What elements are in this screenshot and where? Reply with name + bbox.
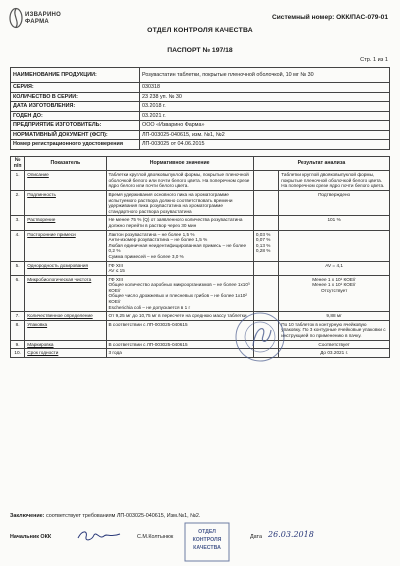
quality-control-stamp xyxy=(182,517,232,567)
indicator-label: Описание xyxy=(27,172,49,178)
norm-line: Сумма примесей – не более 3,0 % xyxy=(108,253,184,259)
row-indicator xyxy=(25,340,106,349)
mid-value: 0,03 % xyxy=(255,231,271,237)
signer-position: Начальник ОКК xyxy=(10,534,52,540)
analysis-row xyxy=(11,216,390,230)
row-indicator xyxy=(25,216,106,230)
info-row xyxy=(11,140,390,150)
analysis-row xyxy=(11,190,390,215)
info-row xyxy=(11,130,390,140)
indicator-label: Маркировка xyxy=(27,341,54,347)
norm-line: Лактон розувастатина – не более 1,5 % xyxy=(108,231,195,237)
signer-name: С.М.Колтынюк xyxy=(137,534,174,540)
row-mid xyxy=(253,275,278,312)
norm-line: Общее количество аэробных микроорганизмов – не более 1х10³ КОЕ/г xyxy=(108,282,250,293)
row-result xyxy=(279,171,390,191)
signature-mark xyxy=(76,528,122,544)
info-label: НОРМАТИВНЫЙ ДОКУМЕНТ (ФСП): xyxy=(11,130,140,140)
stamp-line-2: КОНТРОЛЯ xyxy=(192,537,222,543)
info-row xyxy=(11,83,390,93)
row-norm xyxy=(106,230,253,261)
mid-value: 0,13 % xyxy=(255,242,271,248)
passport-title: ПАСПОРТ № 197/18 xyxy=(167,47,233,54)
analysis-body xyxy=(11,171,390,358)
result-value: Таблетки круглой двояковыпуклой формы, покрытые пленочной оболочкой белого цвета. xyxy=(281,172,383,183)
row-result xyxy=(279,275,390,312)
norm-line: 3 года xyxy=(108,350,122,356)
row-number: 2. xyxy=(11,190,25,215)
row-number: 6. xyxy=(11,275,25,312)
page-info: Стр. 1 из 1 xyxy=(360,57,388,63)
row-result xyxy=(279,230,390,261)
result-value: Менее 1 х 10¹ КОЕ/г xyxy=(312,276,356,282)
row-mid xyxy=(253,216,278,230)
norm-line: Не менее 75 % (Q) от заявленного количества розувастатина должно перейти в раствор через 30 мин xyxy=(108,217,243,228)
row-norm xyxy=(106,312,253,321)
result-value: По 10 таблеток в контурную ячейковую упаковку. По 3 контурные ячейковые упаковки с инструкцией по применению в пачку. xyxy=(281,321,386,339)
info-value: Розувастатин таблетки, покрытые пленочной оболочкой, 10 мг № 30 xyxy=(140,68,390,83)
analysis-row xyxy=(11,320,390,340)
info-row xyxy=(11,68,390,83)
row-indicator xyxy=(25,230,106,261)
row-number: 8. xyxy=(11,320,25,340)
info-label: Номер регистрационного удостоверения xyxy=(11,140,140,150)
norm-line: AV ≤ 15 xyxy=(108,268,125,274)
result-value: 9,88 мг xyxy=(326,313,342,319)
system-number: Системный номер: ОКК/ПАС-079-01 xyxy=(271,14,388,21)
row-norm xyxy=(106,349,253,358)
analysis-header-row xyxy=(11,157,390,171)
row-mid xyxy=(253,230,278,261)
conclusion-label: Заключение: xyxy=(10,513,45,519)
row-result xyxy=(279,261,390,275)
row-indicator xyxy=(25,261,106,275)
indicator-label: Посторонние примеси xyxy=(27,231,76,237)
norm-line: Любая единичная неидентифицированная примесь – не более 0,2 % xyxy=(108,242,247,254)
logo-line-2: ФАРМА xyxy=(25,19,50,25)
result-value: Соответствует xyxy=(318,341,350,347)
row-number: 7. xyxy=(11,312,25,321)
indicator-label: Количественное определение xyxy=(27,313,93,319)
conclusion xyxy=(10,513,200,519)
norm-line: ГФ XIII xyxy=(108,262,123,268)
row-result xyxy=(279,349,390,358)
analysis-row xyxy=(11,275,390,312)
info-label: СЕРИЯ: xyxy=(11,83,140,93)
mid-value: 0,28 % xyxy=(255,248,271,254)
department-title: ОТДЕЛ КОНТРОЛЯ КАЧЕСТВА xyxy=(147,27,253,34)
stamp-line-3: КАЧЕСТВА xyxy=(193,545,221,551)
row-mid xyxy=(253,171,278,191)
indicator-label: Однородность дозирования xyxy=(27,262,89,268)
row-norm xyxy=(106,261,253,275)
header-result: Результат анализа xyxy=(253,157,389,171)
indicator-label: Срок годности xyxy=(27,350,59,356)
header-norm: Нормативное значение xyxy=(106,157,253,171)
row-norm xyxy=(106,275,253,312)
logo-text xyxy=(25,12,61,26)
info-row xyxy=(11,102,390,112)
info-value: ЛП-003025-040615, изм. №1, №2 xyxy=(140,130,390,140)
norm-line: Таблетки круглой двояковыпуклой формы, покрытые пленочной оболочкой белого или почти белого цвета. На поперечном срезе ядро белого или почти белого цвета. xyxy=(108,172,250,189)
norm-line: ГФ XIII xyxy=(108,276,123,282)
info-value: 030318 xyxy=(140,83,390,93)
info-label: НАИМЕНОВАНИЕ ПРОДУКЦИИ: xyxy=(11,68,140,83)
info-value: ЛП-003025 от 04.06.2015 xyxy=(140,140,390,150)
analysis-row xyxy=(11,349,390,358)
info-row xyxy=(11,111,390,121)
conclusion-text: соответствует требованиям ЛП-003025-040615, Изм.№1, №2. xyxy=(45,513,201,519)
norm-line: В соответствии с ЛП-003025-040615 xyxy=(108,341,188,347)
stamp-line-1: ОТДЕЛ xyxy=(198,529,216,535)
info-row xyxy=(11,92,390,102)
row-norm xyxy=(106,340,253,349)
row-indicator xyxy=(25,275,106,312)
result-value: Подтверждено xyxy=(318,191,351,197)
signed-date: 26.03.2018 xyxy=(268,530,314,539)
info-label: ГОДЕН ДО: xyxy=(11,111,140,121)
result-value: До 03.2021 г. xyxy=(320,350,349,356)
date-label: Дата xyxy=(250,534,262,540)
norm-line: Анти-изомер розувастатина – не более 1,5 % xyxy=(108,237,208,243)
mid-value: 0,07 % xyxy=(255,237,271,243)
row-result xyxy=(279,320,390,340)
handwritten-stamp-mark xyxy=(233,310,287,364)
row-indicator xyxy=(25,171,106,191)
result-value: 101 % xyxy=(327,217,341,223)
norm-line: Время удерживания основного пика на хроматограмме испытуемого раствора должно соответствовать времени удерживания пика розувастатина на хроматограмме стандартного раствора розувастатина xyxy=(108,191,233,214)
indicator-label: Упаковка xyxy=(27,321,48,327)
header-num: № п/п xyxy=(11,157,25,171)
info-label: ПРЕДПРИЯТИЕ ИЗГОТОВИТЕЛЬ: xyxy=(11,121,140,131)
row-number: 4. xyxy=(11,230,25,261)
analysis-row xyxy=(11,171,390,191)
info-value: 03.2018 г. xyxy=(140,102,390,112)
product-info-table xyxy=(10,67,390,150)
analysis-table xyxy=(10,156,390,358)
indicator-label: Подлинность xyxy=(27,191,56,197)
row-indicator xyxy=(25,312,106,321)
analysis-row xyxy=(11,230,390,261)
row-result xyxy=(279,190,390,215)
indicator-label: Микробиологическая чистота xyxy=(27,276,92,282)
logo-mark-icon xyxy=(8,7,24,29)
row-norm xyxy=(106,190,253,215)
norm-line: Общее число дрожжевых и плесневых грибов – не более 1х10² КОЕ/г xyxy=(108,293,247,305)
info-value: ООО «Изварино Фарма» xyxy=(140,121,390,131)
norm-line: В соответствии с ЛП-003025-040615 xyxy=(108,321,188,327)
row-number: 1. xyxy=(11,171,25,191)
result-value: AV = 4,1 xyxy=(325,262,343,268)
row-number: 9. xyxy=(11,340,25,349)
analysis-row xyxy=(11,340,390,349)
row-number: 3. xyxy=(11,216,25,230)
analysis-row xyxy=(11,312,390,321)
result-value: Отсутствует xyxy=(320,287,348,293)
row-number: 5. xyxy=(11,261,25,275)
row-indicator xyxy=(25,349,106,358)
info-row xyxy=(11,121,390,131)
analysis-row xyxy=(11,261,390,275)
norm-line: Escherichia coli – не допускается в 1 г xyxy=(108,304,191,310)
norm-line: От 9,25 мг до 10,75 мг в пересчете на среднюю массу таблетки xyxy=(108,313,247,319)
info-value: 03.2021 г. xyxy=(140,111,390,121)
row-indicator xyxy=(25,320,106,340)
row-norm xyxy=(106,320,253,340)
info-value: 23 238 уп. № 30 xyxy=(140,92,390,102)
logo-line-1: ИЗВАРИНО xyxy=(25,12,62,18)
row-mid xyxy=(253,190,278,215)
row-mid xyxy=(253,261,278,275)
info-label: КОЛИЧЕСТВО В СЕРИИ: xyxy=(11,92,140,102)
row-result xyxy=(279,340,390,349)
row-norm xyxy=(106,216,253,230)
result-value: На поперечном срезе ядро почти белого цвета. xyxy=(281,183,385,189)
row-result xyxy=(279,312,390,321)
header-indicator: Показатель xyxy=(25,157,106,171)
row-number: 10. xyxy=(11,349,25,358)
row-indicator xyxy=(25,190,106,215)
info-label: ДАТА ИЗГОТОВЛЕНИЯ: xyxy=(11,102,140,112)
row-norm xyxy=(106,171,253,191)
row-result xyxy=(279,216,390,230)
result-value: Менее 1 х 10¹ КОЕ/г xyxy=(312,282,356,288)
indicator-label: Растворение xyxy=(27,217,56,223)
